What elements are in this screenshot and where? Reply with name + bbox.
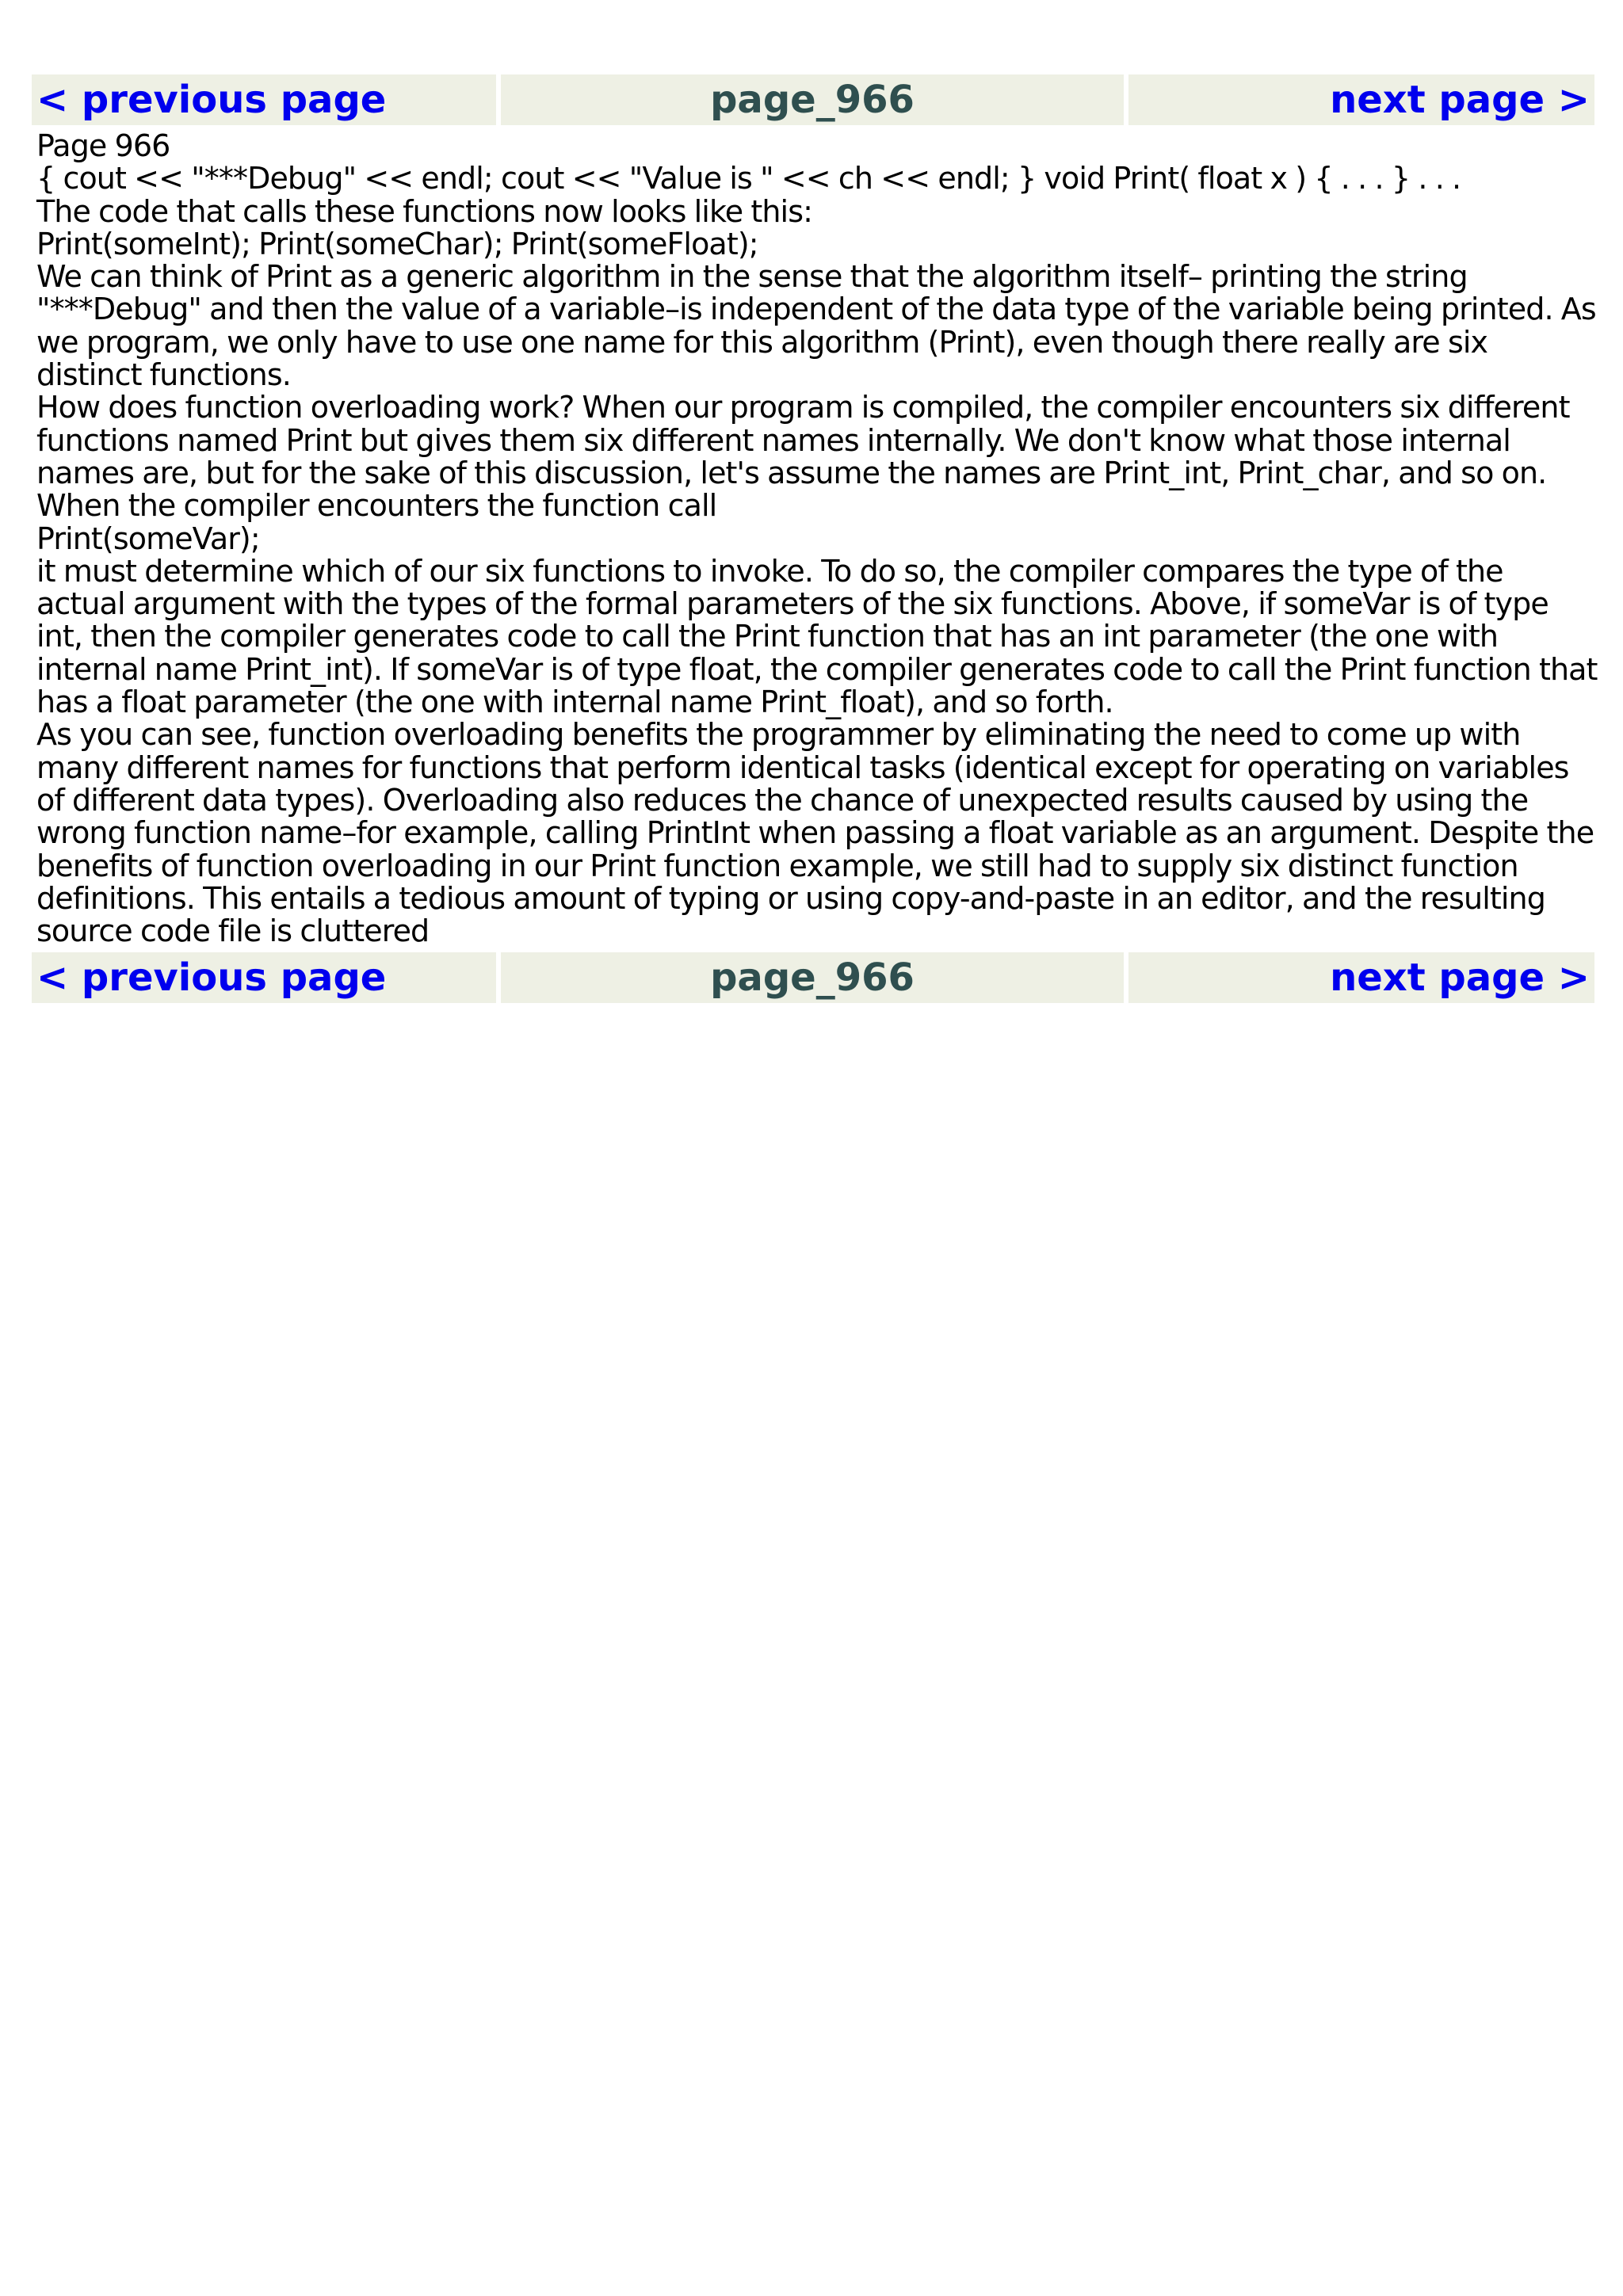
paragraph-overloading-how: How does function overloading work? When our program is compiled, the compiler encounters six different functions named Print but gives them six different names internally. We don't know what those internal names are, but for the sake of this discussion, let's assume the names are Print_int, Print_char, and so on. When the compiler encounters the function call (36, 390, 1570, 524)
previous-page-link[interactable]: < previous page (32, 74, 496, 125)
code-snippet-print-function: { cout << "***Debug" << endl; cout << "Value is " << ch << endl; } void Print( float x ) { . . . } . . . (36, 161, 1461, 196)
page-title: page_966 (501, 952, 1124, 1003)
next-page-link[interactable]: next page > (1128, 952, 1594, 1003)
page-wrapper (32, 74, 1599, 1003)
page-number-label: Page 966 (36, 128, 170, 163)
paragraph-calling-code-intro: The code that calls these functions now looks like this: (36, 193, 813, 229)
page-title: page_966 (501, 74, 1124, 125)
previous-page-link[interactable]: < previous page (32, 952, 496, 1003)
bottom-navigation-bar (32, 952, 1599, 1003)
paragraph-generic-algorithm: We can think of Print as a generic algorithm in the sense that the algorithm itself– printing the string "***Debug" and then the value of a variable–is independent of the data type of the variable being printed. As we program, we only have to use one name for this algorithm (Print), even though there really are six distinct functions. (36, 259, 1596, 393)
code-snippet-print-somevar: Print(someVar); (36, 521, 260, 556)
page-content (32, 125, 1599, 952)
paragraph-function-resolution: it must determine which of our six functions to invoke. To do so, the compiler compares the type of the actual argument with the types of the formal parameters of the six functions. Above, if someVar is of type int, then the compiler generates code to call the Print function that has an int parameter (the one with internal name Print_int). If someVar is of type float, the compiler generates code to call the Print function that has a float parameter (the one with internal name Print_float), and so forth. (36, 553, 1598, 720)
next-page-link[interactable]: next page > (1128, 74, 1594, 125)
paragraph-overloading-benefits: As you can see, function overloading benefits the programmer by eliminating the need to come up with many different names for functions that perform identical tasks (identical except for operating on variables of different data types). Overloading also reduces the chance of unexpected results caused by using the wrong function name–for example, calling PrintInt when passing a float variable as an argument. Despite the benefits of function overloading in our Print function example, we still had to supply six distinct function definitions. This entails a tedious amount of typing or using copy-and-paste in an editor, and the resulting source code file is cluttered (36, 717, 1594, 949)
code-snippet-print-calls: Print(someInt); Print(someChar); Print(someFloat); (36, 226, 758, 261)
top-navigation-bar (32, 74, 1599, 125)
